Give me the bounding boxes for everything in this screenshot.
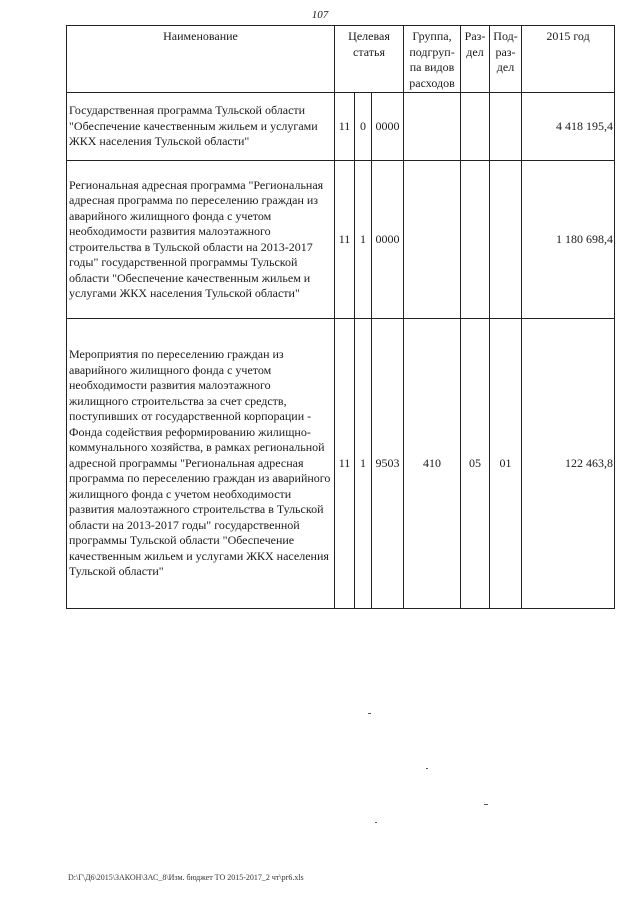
row-code-subprogram: 0: [355, 93, 372, 161]
scan-speck: [484, 804, 488, 805]
row-code-program: 11: [335, 93, 355, 161]
row-code-program: 11: [335, 319, 355, 609]
row-name: Государственная программа Тульской области "Обеспечение качественным жильем и услугами ЖКХ населения Тульской области": [67, 93, 335, 161]
page-number: 107: [311, 9, 329, 21]
scan-speck: [375, 822, 377, 823]
scan-speck: [426, 768, 428, 769]
table-row: [67, 319, 615, 609]
header-target: Целевая статья: [335, 26, 404, 93]
row-amount: 122 463,8: [522, 319, 615, 609]
row-code-program: 11: [335, 161, 355, 319]
table-row: [67, 161, 615, 319]
budget-table: [66, 25, 615, 609]
row-code-subprogram: 1: [355, 319, 372, 609]
row-code-direction: 0000: [372, 93, 404, 161]
row-section: 05: [461, 319, 490, 609]
row-section: [461, 93, 490, 161]
row-name: Мероприятия по переселению граждан из аварийного жилищного фонда с учетом необходимости развития малоэтажного жилищного строительства за счет средств, поступивших от государственной корпорации - Фонда содействия реформированию жилищно-коммунального хозяйства, в рамках региональной адресной программы "Региональная адресная программа по переселению граждан из аварийного жилищного фонда с учетом необходимости развития малоэтажного строительства в Тульской области на 2013-2017 годы" государственной программы Тульской области "Обеспечение качественным жильем и услугами ЖКХ населения Тульской области": [67, 319, 335, 609]
header-group: Группа, подгруп-па видов расходов: [404, 26, 461, 93]
row-code-direction: 9503: [372, 319, 404, 609]
header-year: 2015 год: [522, 26, 615, 93]
scan-speck: [368, 713, 371, 714]
header-subsection: Под-раз-дел: [490, 26, 522, 93]
row-subsection: 01: [490, 319, 522, 609]
row-group: [404, 161, 461, 319]
row-code-direction: 0000: [372, 161, 404, 319]
row-code-subprogram: 1: [355, 161, 372, 319]
table-header-row: [67, 26, 615, 93]
row-subsection: [490, 161, 522, 319]
row-group: 410: [404, 319, 461, 609]
row-subsection: [490, 93, 522, 161]
header-name: Наименование: [67, 26, 335, 93]
header-section: Раз-дел: [461, 26, 490, 93]
row-group: [404, 93, 461, 161]
row-amount: 4 418 195,4: [522, 93, 615, 161]
row-name: Региональная адресная программа "Региональная адресная программа по переселению граждан из аварийного жилищного фонда с учетом необходимости развития малоэтажного строительства в Тульской области на 2013-2017 годы" государственной программы Тульской области "Обеспечение качественным жильем и услугами ЖКХ населения Тульской области": [67, 161, 335, 319]
table-row: [67, 93, 615, 161]
footer-file-path: D:\Г\Д6\2015\ЗАКОН\ЗАС_8\Изм. бюджет ТО 2015-2017_2 чт\pr6.xls: [68, 873, 304, 882]
row-section: [461, 161, 490, 319]
row-amount: 1 180 698,4: [522, 161, 615, 319]
